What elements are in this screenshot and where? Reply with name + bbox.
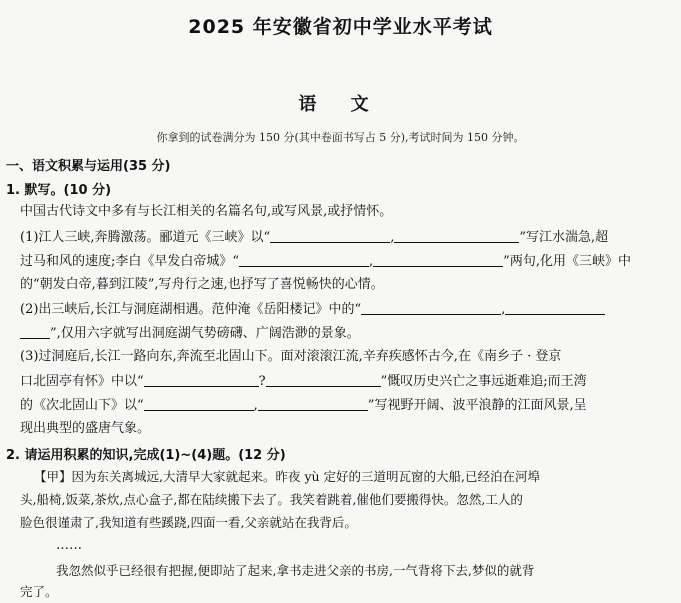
text-segment: ? <box>258 374 266 389</box>
text-segment: , <box>390 230 395 245</box>
passage-jia-line4: 我忽然似乎已经很有把握,便即站了起来,拿书走进父亲的书房,一气背将下去,梦似的就背 <box>56 563 535 578</box>
q1-part1-line2 <box>20 252 670 271</box>
text-segment: (1)江人三峡,奔腾激荡。郦道元《三峡》以“ <box>20 230 271 245</box>
text-segment: 的《次北固山下》以“ <box>20 398 144 413</box>
text-segment: , <box>253 398 258 413</box>
answer-blank[interactable] <box>144 396 254 411</box>
text-segment: ”写视野开阔、波平浪静的江面风景,呈 <box>367 398 587 413</box>
text-segment: ”两句,化用《三峡》中 <box>503 254 631 269</box>
passage-jia-line2: 头,船椅,饭菜,茶炊,点心盒子,都在陆续搬下去了。我笑着跳着,催他们要搬得快。忽然,工人的 <box>20 492 523 507</box>
answer-blank[interactable] <box>258 396 368 411</box>
passage-jia-line1: 【甲】因为东关离城远,大清早大家就起来。昨夜 yù 定好的三道明瓦窗的大船,已经泊在河埠 <box>34 469 541 484</box>
passage-jia-line5: 完了。 <box>20 584 58 599</box>
answer-blank[interactable] <box>144 372 259 387</box>
text-segment: 口北固亭有怀》中以“ <box>20 374 144 389</box>
q1-part1-line3: 的“朝发白帝,暮到江陵”,写舟行之速,也抒写了喜悦畅快的心情。 <box>20 277 384 292</box>
text-segment: ”慨叹历史兴亡之事远逝难追;而王湾 <box>380 374 587 389</box>
subject-title: 语 文 <box>298 94 383 115</box>
answer-blank[interactable] <box>505 300 605 315</box>
text-segment: (2)出三峡后,长江与洞庭湖相遇。范仲淹《岳阳楼记》中的“ <box>20 302 362 317</box>
q1-part3-line4: 现出典型的盛唐气象。 <box>20 421 151 436</box>
text-segment: , <box>501 302 506 317</box>
text-segment: ”,仅用六字就写出洞庭湖气势磅礴、广阔浩渺的景象。 <box>50 326 360 341</box>
question-2-heading: 2. 请运用积累的知识,完成(1)~(4)题。(12 分) <box>6 448 286 463</box>
exam-note: 你拿到的试卷满分为 150 分(其中卷面书写占 5 分),考试时间为 150 分钟。 <box>156 131 525 144</box>
q1-part1-line1 <box>20 228 670 247</box>
q1-part3-line3 <box>20 396 670 415</box>
answer-blank[interactable] <box>361 300 501 315</box>
text-segment: , <box>369 254 374 269</box>
passage-jia-line3: 脸色很谨肃了,我知道有些蹊跷,四面一看,父亲就站在我背后。 <box>20 515 357 530</box>
text-segment: 过马和风的速度;李白《早发白帝城》“ <box>20 254 240 269</box>
answer-blank[interactable] <box>394 228 519 243</box>
answer-blank[interactable] <box>373 252 503 267</box>
q1-part3-line1: (3)过洞庭后,长江一路向东,奔流至北固山下。面对滚滚江流,辛弃疾感怀古今,在《南乡子 · 登京 <box>20 349 562 364</box>
text-segment: ”写江水湍急,超 <box>519 230 609 245</box>
answer-blank[interactable] <box>266 372 381 387</box>
exam-title: 2025 年安徽省初中学业水平考试 <box>188 16 493 38</box>
q1-part3-line2 <box>20 372 670 391</box>
q1-part2-line2 <box>20 324 670 343</box>
section-heading: 一、语文积累与运用(35 分) <box>6 159 171 174</box>
answer-blank[interactable] <box>270 228 390 243</box>
answer-blank[interactable] <box>239 252 369 267</box>
ellipsis: …… <box>56 538 82 553</box>
q1-intro: 中国古代诗文中多有与长江相关的名篇名句,或写风景,或抒情怀。 <box>20 204 393 219</box>
q1-part2-line1 <box>20 300 670 319</box>
answer-blank[interactable] <box>20 324 50 339</box>
question-1-heading: 1. 默写。(10 分) <box>6 183 112 198</box>
